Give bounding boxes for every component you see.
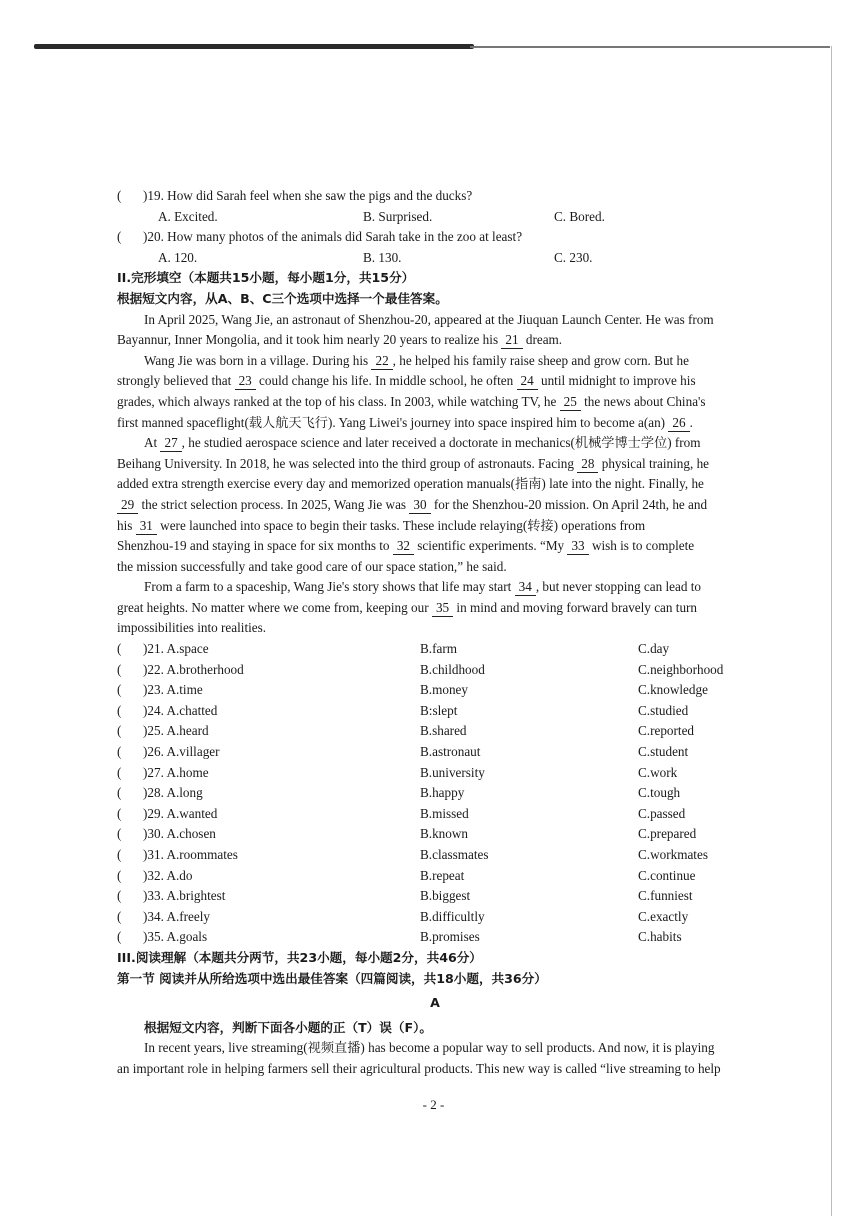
choice-row-31: ( )31. A.roommates B.classmates C.workmates <box>117 847 708 862</box>
blank-34: 34 <box>515 579 536 596</box>
passage-line: Bayannur, Inner Mongolia, and it took him nearly 20 years to realize his 21 dream. <box>117 332 563 348</box>
section-2-title: II.完形填空（本题共15小题，每小题1分，共15分） <box>117 270 415 286</box>
question-19 <box>117 186 753 207</box>
section-3-instruction: 根据短文内容，判断下面各小题的正（T）误（F）。 <box>144 1019 432 1035</box>
blank-23: 23 <box>235 373 256 390</box>
passage-line: From a farm to a spaceship, Wang Jie's story shows that life may start 34 , but never stopping can lead to <box>144 579 701 595</box>
option-b: B. 130. <box>363 249 402 265</box>
blank-35: 35 <box>432 600 453 617</box>
option-c: C. 230. <box>554 249 593 265</box>
passage-line: Shenzhou-19 and staying in space for six months to 32 scientific experiments. “My 33 wish is to complete <box>117 538 695 554</box>
choice-row-24: ( )24. A.chatted B:slept C.studied <box>117 702 689 718</box>
exam-page <box>117 186 753 1080</box>
page-number: - 2 - <box>422 1097 445 1112</box>
section-2-instruction: 根据短文内容，从A、B、C三个选项中选择一个最佳答案。 <box>117 290 448 306</box>
passage-line: his 31 were launched into space to begin their tasks. These include relaying(转接) operations from <box>117 517 646 533</box>
option-b: B. Surprised. <box>363 208 433 224</box>
scan-edge-top-thin <box>470 46 830 48</box>
answer-paren: ( <box>117 188 122 203</box>
passage-line: Beihang University. In 2018, he was selected into the third group of astronauts. Facing 28 physical training, he <box>117 455 710 471</box>
blank-32: 32 <box>393 538 414 555</box>
choice-row-21: ( )21. A.space B.farm C.day <box>117 641 670 657</box>
blank-26: 26 <box>668 415 689 432</box>
passage-line: grades, which always ranked at the top of his class. In 2003, while watching TV, he 25 the news about China's <box>117 393 706 409</box>
passage-line: Wang Jie was born in a village. During his 22 , he helped his family raise sheep and grow corn. But he <box>144 352 689 368</box>
blank-31: 31 <box>136 518 157 535</box>
passage-line: In recent years, live streaming(视频直播) has become a popular way to sell products. And now, it is playing <box>144 1040 715 1056</box>
option-c: C. Bored. <box>554 208 605 224</box>
blank-25: 25 <box>560 394 581 411</box>
choice-row-34: ( )34. A.freely B.difficultly C.exactly <box>117 908 689 924</box>
option-a: A. 120. <box>158 249 198 265</box>
choice-row-27: ( )27. A.home B.university C.work <box>117 764 678 780</box>
passage-line: impossibilities into realities. <box>117 620 267 636</box>
blank-21: 21 <box>501 332 522 349</box>
option-a: A. Excited. <box>158 208 218 224</box>
question-20-options <box>117 248 753 269</box>
section-3-title: III.阅读理解（本题共分两节，共23小题，每小题2分，共46分） <box>117 949 482 965</box>
scan-edge-right <box>831 46 832 1216</box>
passage-line: strongly believed that 23 could change his life. In middle school, he often 24 until midnight to improve his <box>117 373 696 389</box>
passage-line: In April 2025, Wang Jie, an astronaut of Shenzhou-20, appeared at the Jiuquan Launch Center. He was from <box>144 311 714 327</box>
blank-29: 29 <box>117 497 138 514</box>
blank-22: 22 <box>371 353 392 370</box>
question-text: )19. How did Sarah feel when she saw the pigs and the ducks? <box>143 188 473 203</box>
passage-line: the mission successfully and take good care of our space station,” he said. <box>117 558 507 574</box>
choice-row-33: ( )33. A.brightest B.biggest C.funniest <box>117 888 693 904</box>
answer-paren: ( <box>117 229 122 245</box>
scan-edge-top <box>34 44 474 49</box>
passage-line: added extra strength exercise every day and memorized operation manuals(指南) late into the night. Finally, he <box>117 476 704 492</box>
choice-row-25: ( )25. A.heard B.shared C.reported <box>117 723 695 739</box>
choice-list <box>117 639 753 948</box>
passage-line: At 27 , he studied aerospace science and later received a doctorate in mechanics(机械学博士学位) from <box>144 435 701 451</box>
choice-row-26: ( )26. A.villager B.astronaut C.student <box>117 744 689 760</box>
blank-33: 33 <box>567 538 588 555</box>
passage-line: 29 the strict selection process. In 2025, Wang Jie was 30 for the Shenzhou-20 mission. On April 24th, he and <box>117 495 753 516</box>
blank-27: 27 <box>160 435 181 452</box>
blank-24: 24 <box>517 373 538 390</box>
choice-row-35: ( )35. A.goals B.promises C.habits <box>117 929 682 945</box>
question-text: )20. How many photos of the animals did Sarah take in the zoo at least? <box>143 229 523 245</box>
question-19-options <box>117 207 753 228</box>
passage-line: great heights. No matter where we come from, keeping our 35 in mind and moving forward bravely can turn <box>117 599 698 615</box>
passage-letter: A <box>430 995 440 1011</box>
choice-row-32: ( )32. A.do B.repeat C.continue <box>117 867 696 883</box>
passage-line: first manned spaceflight(载人航天飞行). Yang Liwei's journey into space inspired him to become a(an) 26 . <box>117 414 693 430</box>
choice-row-29: ( )29. A.wanted B.missed C.passed <box>117 805 686 821</box>
choice-row-23: ( )23. A.time B.money C.knowledge <box>117 682 708 698</box>
choice-row-30: ( )30. A.chosen B.known C.prepared <box>117 826 697 842</box>
choice-row-28: ( )28. A.long B.happy C.tough <box>117 785 681 801</box>
choice-row-22: ( )22. A.brotherhood B.childhood C.neighborhood <box>117 661 724 677</box>
section-3-part-1: 第一节 阅读并从所给选项中选出最佳答案（四篇阅读，共18小题，共36分） <box>117 970 547 986</box>
question-20 <box>117 227 753 248</box>
passage-line: an important role in helping farmers sell their agricultural products. This new way is called “live streaming to help <box>117 1060 721 1076</box>
blank-30: 30 <box>409 497 430 514</box>
blank-28: 28 <box>577 456 598 473</box>
